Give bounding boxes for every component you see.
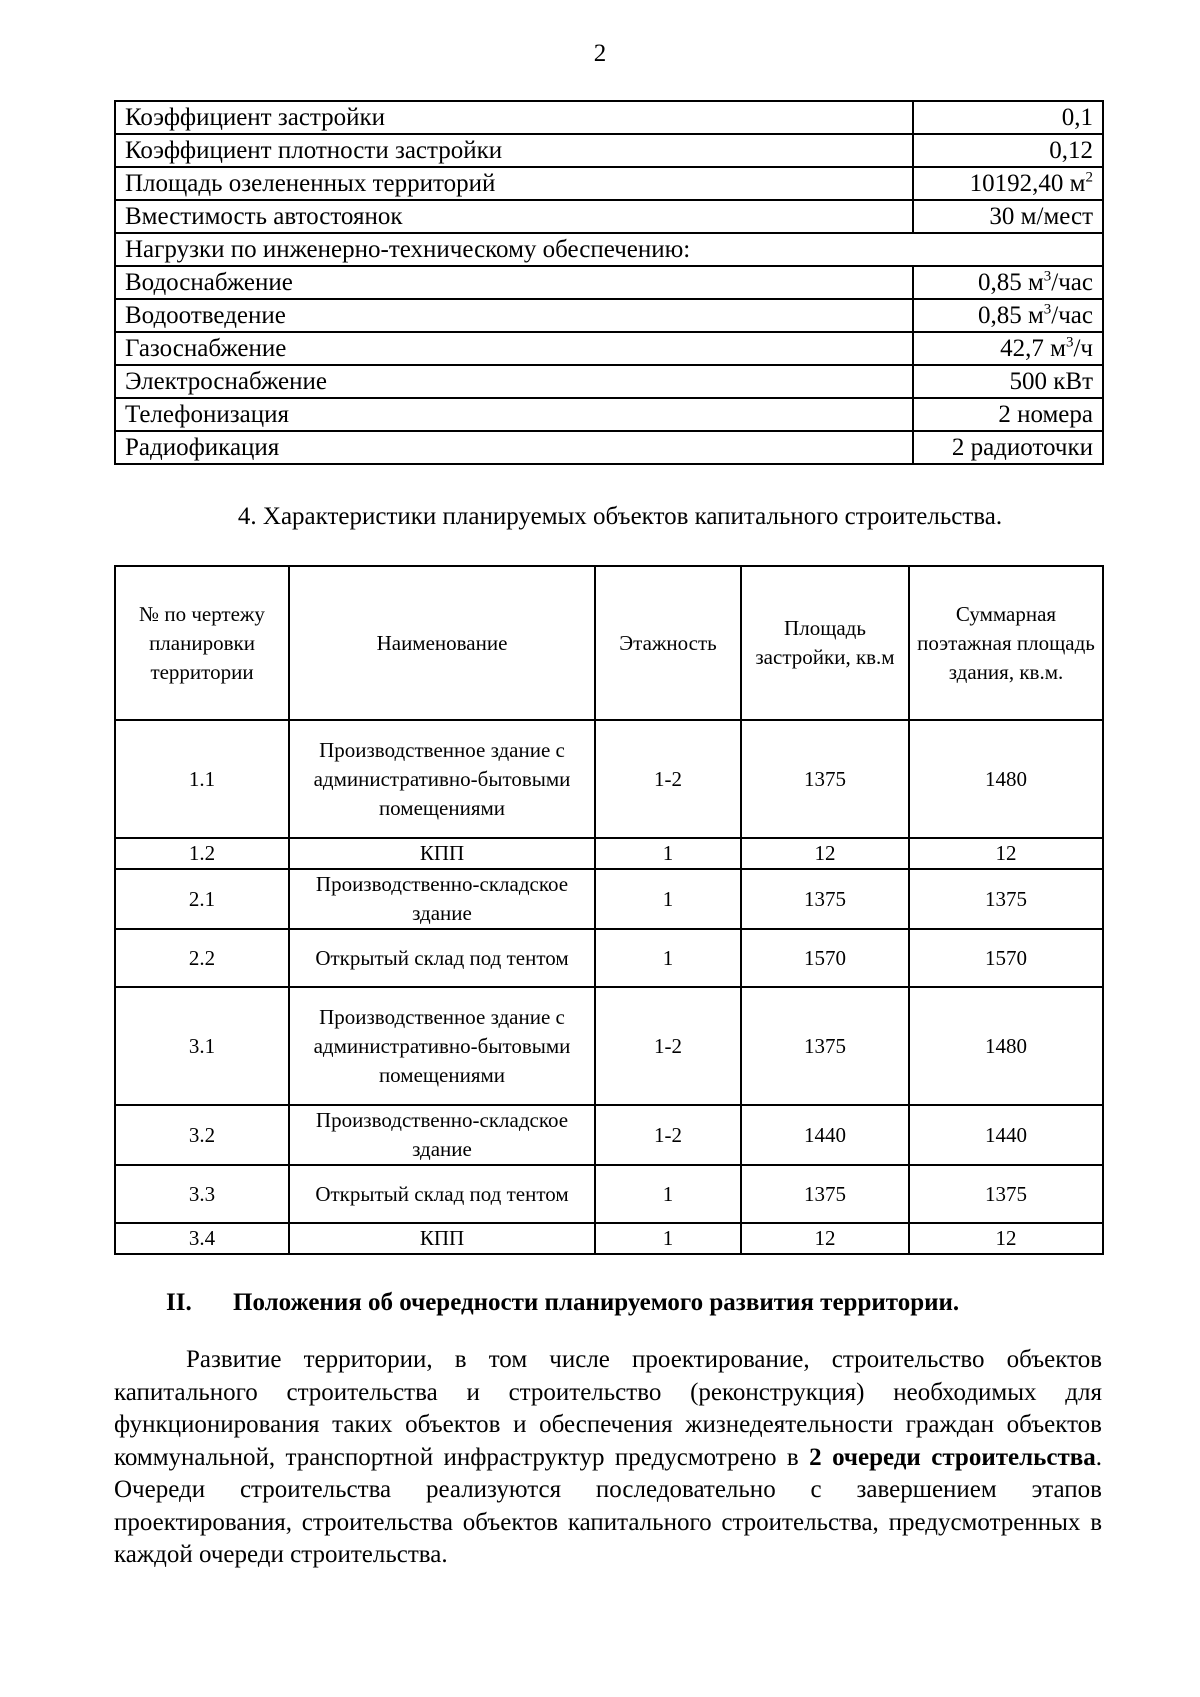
- cell-num: 1.1: [115, 720, 289, 838]
- section-2-heading: [166, 1289, 959, 1317]
- param-label: Площадь озелененных территорий: [115, 167, 913, 200]
- cell-name: КПП: [289, 838, 595, 869]
- header-cell: Наименование: [289, 566, 595, 720]
- param-value: [913, 299, 1103, 332]
- paragraph-bold: 2 очереди строительства: [809, 1443, 1096, 1471]
- section-2-number: II.: [166, 1289, 192, 1316]
- header-cell: Суммарная поэтажная площадь здания, кв.м.: [909, 566, 1103, 720]
- cell-area: 12: [741, 1223, 909, 1254]
- section-2-title: Положения об очередности планируемого развития территории.: [233, 1289, 960, 1316]
- cell-name: КПП: [289, 1223, 595, 1254]
- param-label: Нагрузки по инженерно-техническому обеспечению:: [115, 233, 1103, 266]
- cell-area: 1375: [741, 869, 909, 929]
- page-number: 2: [593, 40, 607, 67]
- cell-floors: 1-2: [595, 987, 741, 1105]
- param-label: Вместимость автостоянок: [115, 200, 913, 233]
- table-row: [115, 1165, 1103, 1223]
- table-row: [115, 266, 1103, 299]
- param-value-unit-suffix: /час: [1051, 302, 1093, 329]
- param-value-unit-exponent: 3: [1065, 334, 1074, 351]
- param-value-unit-exponent: 3: [1043, 301, 1052, 318]
- table-row: [115, 431, 1103, 464]
- param-value: [913, 167, 1103, 200]
- table-row: [115, 365, 1103, 398]
- param-label: Коэффициент застройки: [115, 101, 913, 134]
- param-value-text: 42,7 м: [1000, 335, 1066, 362]
- cell-total: 1480: [909, 720, 1103, 838]
- cell-name: Производственное здание с административно-бытовыми помещениями: [289, 720, 595, 838]
- param-value: [913, 101, 1103, 134]
- cell-total: 1570: [909, 929, 1103, 987]
- cell-num: 1.2: [115, 838, 289, 869]
- table-row: [115, 332, 1103, 365]
- param-value-unit-exponent: 3: [1043, 268, 1052, 285]
- param-value-unit-suffix: /час: [1051, 269, 1093, 296]
- param-value-text: 500 кВт: [1009, 368, 1093, 395]
- cell-name: Производственно-складское здание: [289, 869, 595, 929]
- cell-num: 3.3: [115, 1165, 289, 1223]
- param-value-unit-suffix: /ч: [1073, 335, 1093, 362]
- cell-area: 1375: [741, 987, 909, 1105]
- param-label: Телефонизация: [115, 398, 913, 431]
- section-4-title: 4. Характеристики планируемых объектов капитального строительства.: [237, 503, 1003, 530]
- table-row: [115, 167, 1103, 200]
- header-cell: Этажность: [595, 566, 741, 720]
- table-row: [115, 987, 1103, 1105]
- param-value: [913, 431, 1103, 464]
- table-header-row: [115, 566, 1103, 720]
- param-label: Радиофикация: [115, 431, 913, 464]
- param-value-text: 10192,40 м: [969, 170, 1086, 197]
- param-value: [913, 365, 1103, 398]
- cell-total: 12: [909, 1223, 1103, 1254]
- table-row: [115, 200, 1103, 233]
- param-value-text: 2 радиоточки: [951, 434, 1093, 461]
- header-cell: Площадь застройки, кв.м: [741, 566, 909, 720]
- table-row: [115, 101, 1103, 134]
- cell-total: 1375: [909, 869, 1103, 929]
- cell-floors: 1: [595, 1223, 741, 1254]
- param-label: Газоснабжение: [115, 332, 913, 365]
- cell-floors: 1: [595, 838, 741, 869]
- header-cell: № по чертежу планировки территории: [115, 566, 289, 720]
- param-value-text: 0,85 м: [977, 269, 1044, 296]
- param-value-text: 2 номера: [998, 401, 1093, 428]
- cell-floors: 1: [595, 929, 741, 987]
- table-row: [115, 1105, 1103, 1165]
- param-value-text: 0,1: [1061, 104, 1093, 131]
- cell-name: Производственное здание с административно-бытовыми помещениями: [289, 987, 595, 1105]
- param-value: [913, 332, 1103, 365]
- param-value-unit-exponent: 2: [1085, 169, 1093, 186]
- param-label: Водоснабжение: [115, 266, 913, 299]
- cell-num: 3.2: [115, 1105, 289, 1165]
- cell-floors: 1-2: [595, 720, 741, 838]
- cell-num: 2.2: [115, 929, 289, 987]
- cell-floors: 1: [595, 1165, 741, 1223]
- cell-floors: 1-2: [595, 1105, 741, 1165]
- paragraph-text-end: . Очереди строительства реализуются последовательно с завершением этапов проектирования, строительства объектов капитального строительства, предусмотренных в каждой очереди строительства.: [114, 1443, 1102, 1568]
- param-value-text: 0,85 м: [977, 302, 1044, 329]
- param-value: [913, 398, 1103, 431]
- param-value-text: 0,12: [1049, 137, 1093, 164]
- param-value: [913, 266, 1103, 299]
- cell-area: 1375: [741, 1165, 909, 1223]
- table-row: [115, 299, 1103, 332]
- cell-name: Производственно-складское здание: [289, 1105, 595, 1165]
- cell-num: 2.1: [115, 869, 289, 929]
- param-value-text: 30 м/мест: [989, 203, 1093, 230]
- cell-total: 1375: [909, 1165, 1103, 1223]
- body-paragraph: [114, 1344, 1102, 1572]
- table-row: [115, 869, 1103, 929]
- cell-total: 1440: [909, 1105, 1103, 1165]
- cell-area: 1440: [741, 1105, 909, 1165]
- table-row: [115, 134, 1103, 167]
- param-value: [913, 134, 1103, 167]
- cell-name: Открытый склад под тентом: [289, 929, 595, 987]
- table-row: [115, 233, 1103, 266]
- table-row: [115, 720, 1103, 838]
- param-value: [913, 200, 1103, 233]
- cell-area: 1570: [741, 929, 909, 987]
- paragraph-text: Развитие территории, в том числе проектирование, строительство объектов капитального строительства и строительство (реконструкция) необходимых для функционирования таких объектов и обеспечения жизнедеятельности граждан объектов коммунальной, транспортной инфраструктур предусмотрено в: [114, 1346, 1102, 1471]
- cell-total: 1480: [909, 987, 1103, 1105]
- cell-num: 3.1: [115, 987, 289, 1105]
- cell-area: 12: [741, 838, 909, 869]
- table-row: [115, 838, 1103, 869]
- table-row: [115, 929, 1103, 987]
- parameters-table: [114, 100, 1104, 465]
- characteristics-table: [114, 565, 1104, 1255]
- cell-num: 3.4: [115, 1223, 289, 1254]
- cell-name: Открытый склад под тентом: [289, 1165, 595, 1223]
- param-label: Коэффициент плотности застройки: [115, 134, 913, 167]
- cell-area: 1375: [741, 720, 909, 838]
- table-row: [115, 1223, 1103, 1254]
- cell-total: 12: [909, 838, 1103, 869]
- param-label: Электроснабжение: [115, 365, 913, 398]
- table-row: [115, 398, 1103, 431]
- cell-floors: 1: [595, 869, 741, 929]
- param-label: Водоотведение: [115, 299, 913, 332]
